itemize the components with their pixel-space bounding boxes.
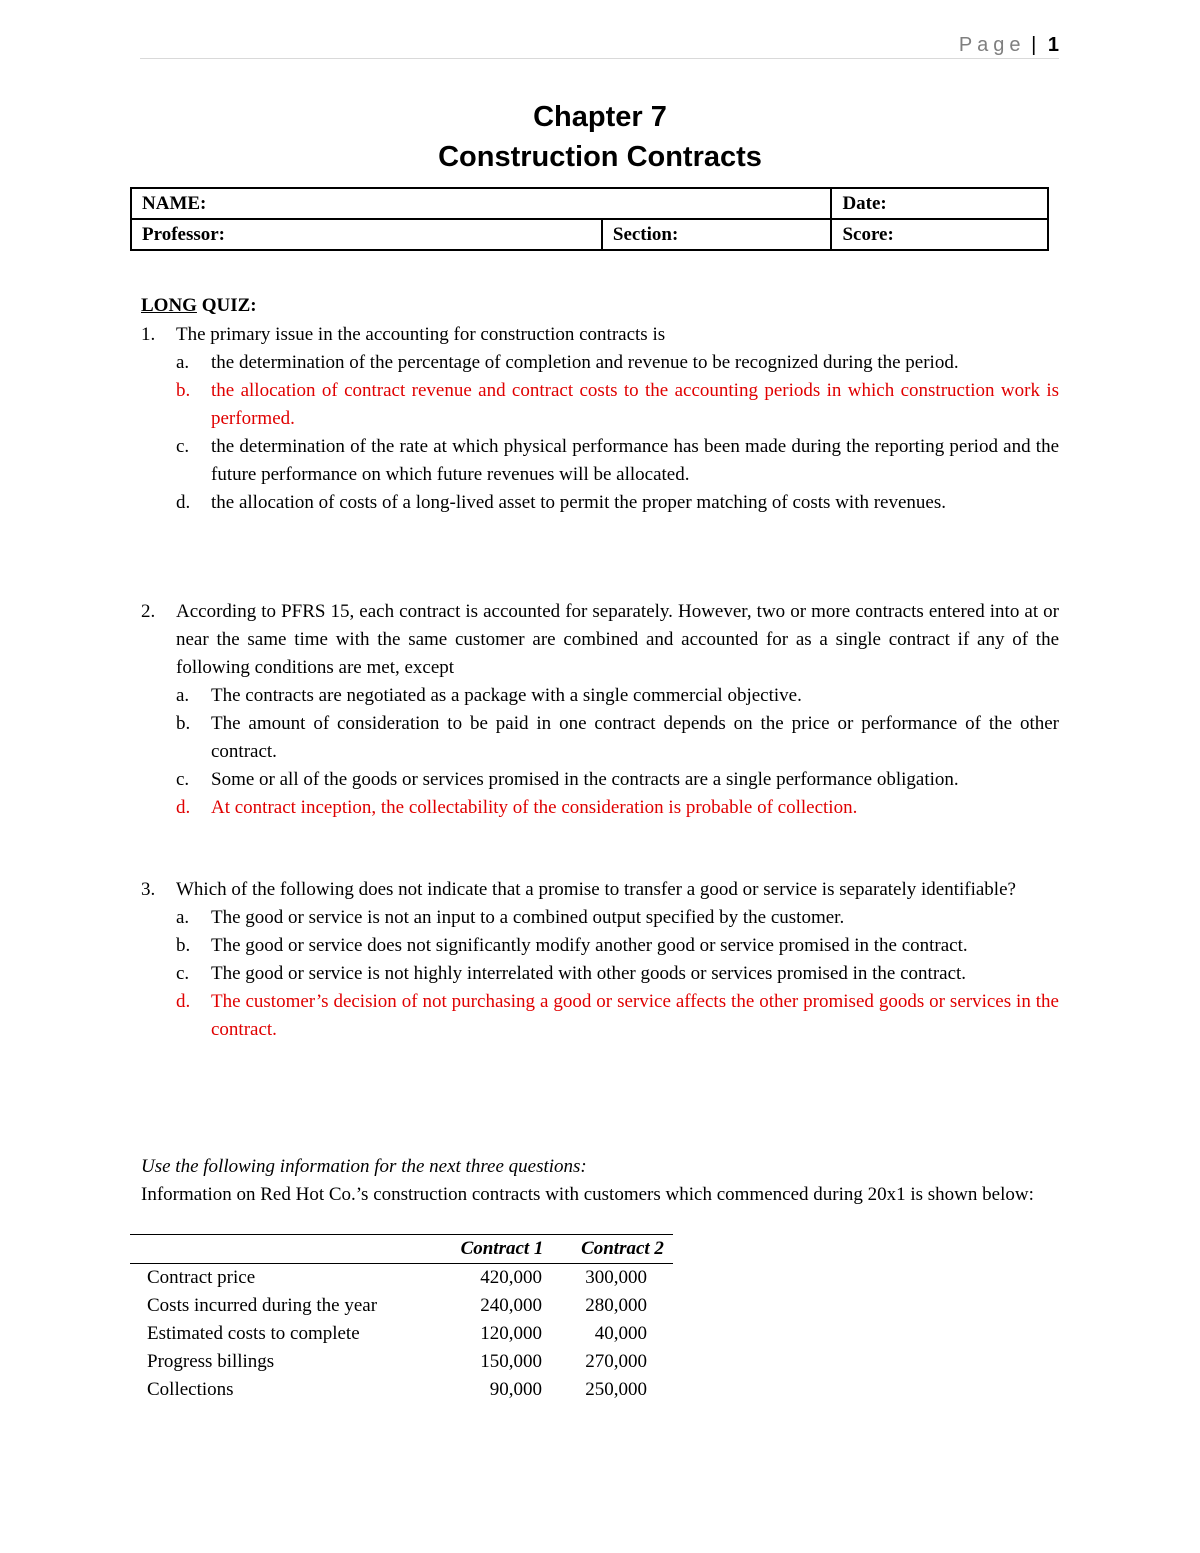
question-number: 2. (141, 601, 156, 622)
question-text: According to PFRS 15, each contract is accounted for separately. However, two or more contracts entered into at or near the same time with the same customer are combined and accounted for as a single contract if any of the following conditions are met, except (176, 601, 1059, 678)
option-letter: b. (176, 935, 191, 956)
row-label: Contract price (147, 1267, 256, 1288)
option-letter: a. (176, 352, 190, 373)
option-text: the allocation of costs of a long-lived asset to permit the proper matching of costs with revenues. (211, 492, 946, 513)
option-text: the determination of the rate at which physical performance has been made during the reporting period and the future performance on which future revenues will be allocated. (211, 436, 1059, 485)
option-b (176, 710, 1059, 766)
student-info-table (130, 187, 1049, 251)
option-text: The good or service is not highly interrelated with other goods or services promised in the contract. (211, 963, 967, 984)
date-field[interactable]: Date: (831, 188, 1048, 219)
option-c (176, 433, 1059, 489)
option-text: The amount of consideration to be paid in one contract depends on the price or performance of the other contract. (211, 713, 1059, 762)
option-d (176, 489, 1059, 517)
quiz-heading-underlined: LONG (141, 295, 197, 316)
option-text: At contract inception, the collectability of the consideration is probable of collection. (211, 797, 858, 818)
option-d-answer (176, 794, 1059, 822)
question-text: The primary issue in the accounting for construction contracts is (176, 324, 666, 345)
option-text: The contracts are negotiated as a package with a single commercial objective. (211, 685, 802, 706)
option-text: the allocation of contract revenue and contract costs to the accounting periods in which construction work is performed. (211, 380, 1059, 429)
question-number: 3. (141, 879, 156, 900)
page-separator: | (1031, 34, 1037, 56)
contract-2-value: 250,000 (585, 1379, 647, 1400)
chapter-subtitle: Construction Contracts (438, 141, 762, 173)
question-2 (141, 598, 1059, 822)
option-text: the determination of the percentage of completion and revenue to be recognized during the period. (211, 352, 959, 373)
contract-1-value: 150,000 (480, 1351, 542, 1372)
table-row (130, 1376, 673, 1404)
question-1 (141, 321, 1059, 517)
contract-data-table (130, 1234, 673, 1404)
table-row (130, 1264, 673, 1293)
chapter-title: Chapter 7 (533, 101, 667, 133)
info-note-text: Information on Red Hot Co.’s construction contracts with customers which commenced during 20x1 is shown below: (141, 1184, 1034, 1205)
header-contract-2: Contract 2 (572, 1235, 673, 1264)
professor-field[interactable]: Professor: (131, 219, 602, 250)
option-text: The customer’s decision of not purchasing a good or service affects the other promised goods or services in the contract. (211, 991, 1059, 1040)
option-a (176, 349, 1059, 377)
option-letter: b. (176, 713, 191, 734)
option-text: The good or service is not an input to a combined output specified by the customer. (211, 907, 845, 928)
option-letter: d. (176, 797, 191, 818)
option-a (176, 904, 1059, 932)
quiz-heading (141, 295, 257, 317)
option-d-answer (176, 988, 1059, 1044)
header-contract-1: Contract 1 (432, 1235, 572, 1264)
option-letter: a. (176, 685, 190, 706)
quiz-heading-rest: QUIZ: (196, 295, 257, 316)
row-label: Progress billings (147, 1351, 275, 1372)
option-letter: b. (176, 380, 191, 401)
option-b (176, 932, 1059, 960)
table-row (130, 1292, 673, 1320)
question-number: 1. (141, 324, 156, 345)
option-c (176, 766, 1059, 794)
option-a (176, 682, 1059, 710)
contract-1-value: 90,000 (489, 1379, 542, 1400)
option-letter: c. (176, 436, 190, 457)
row-label: Costs incurred during the year (147, 1295, 378, 1316)
option-c (176, 960, 1059, 988)
question-3 (141, 876, 1059, 1044)
info-row-2 (131, 219, 1048, 250)
section-field[interactable]: Section: (602, 219, 832, 250)
contract-2-value: 300,000 (585, 1267, 647, 1288)
info-row-1 (131, 188, 1048, 219)
option-letter: d. (176, 991, 191, 1012)
info-note-instruction: Use the following information for the next three questions: (141, 1156, 587, 1177)
page-word: Page (958, 34, 1026, 56)
info-note (141, 1153, 1059, 1209)
score-field[interactable]: Score: (831, 219, 1048, 250)
page-number-label (959, 34, 1059, 57)
option-letter: c. (176, 963, 190, 984)
option-b-answer (176, 377, 1059, 433)
table-row (130, 1320, 673, 1348)
option-letter: d. (176, 492, 191, 513)
contract-1-value: 120,000 (480, 1323, 542, 1344)
option-text: The good or service does not significantly modify another good or service promised in the contract. (211, 935, 968, 956)
option-letter: c. (176, 769, 190, 790)
header-blank (130, 1235, 432, 1264)
contract-1-value: 240,000 (480, 1295, 542, 1316)
contract-2-value: 40,000 (594, 1323, 647, 1344)
question-text: Which of the following does not indicate that a promise to transfer a good or service is separately identifiable? (176, 879, 1016, 900)
page-header (140, 28, 1059, 59)
row-label: Collections (147, 1379, 234, 1400)
contract-2-value: 280,000 (585, 1295, 647, 1316)
option-text: Some or all of the goods or services promised in the contracts are a single performance obligation. (211, 769, 959, 790)
name-field[interactable]: NAME: (131, 188, 831, 219)
table-header-row (130, 1235, 673, 1264)
row-label: Estimated costs to complete (147, 1323, 360, 1344)
option-letter: a. (176, 907, 190, 928)
contract-1-value: 420,000 (480, 1267, 542, 1288)
page-number: 1 (1047, 34, 1059, 56)
table-row (130, 1348, 673, 1376)
contract-2-value: 270,000 (585, 1351, 647, 1372)
